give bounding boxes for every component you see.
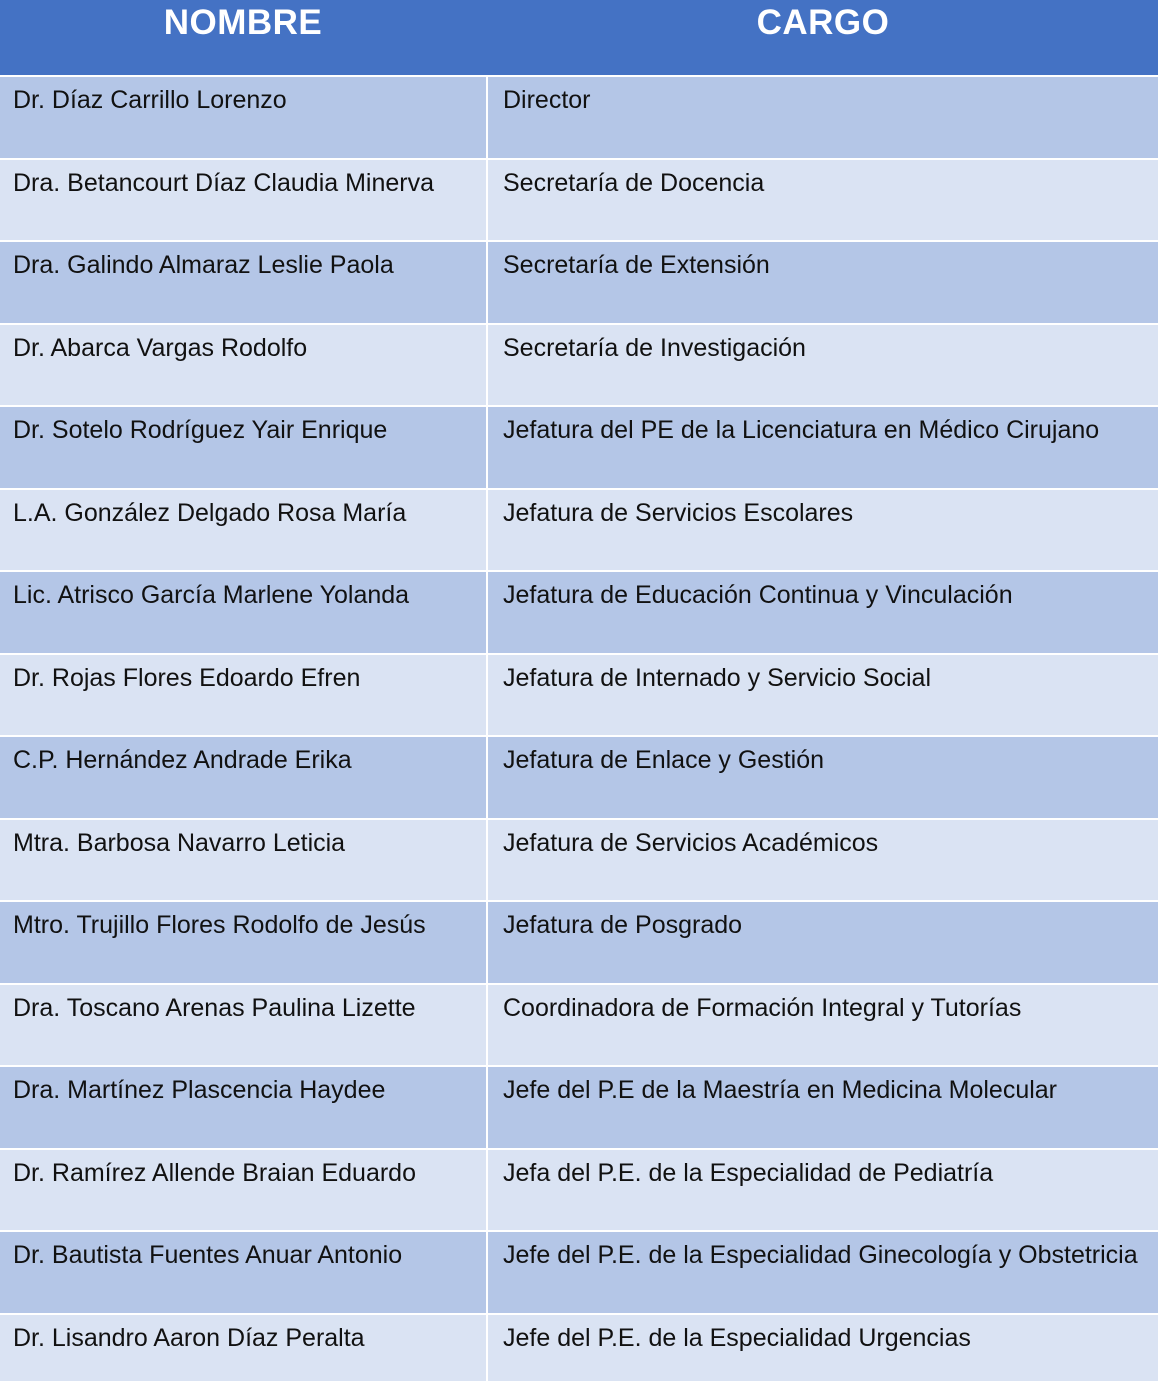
- cell-nombre: Mtro. Trujillo Flores Rodolfo de Jesús: [0, 902, 486, 983]
- cell-cargo: Jefatura de Internado y Servicio Social: [488, 655, 1158, 736]
- cell-cargo: Jefatura de Enlace y Gestión: [488, 737, 1158, 818]
- cell-nombre: Dr. Abarca Vargas Rodolfo: [0, 325, 486, 406]
- cell-nombre: Dr. Ramírez Allende Braian Eduardo: [0, 1150, 486, 1231]
- cell-nombre: Dra. Toscano Arenas Paulina Lizette: [0, 985, 486, 1066]
- table-header: [0, 0, 1158, 75]
- table-row: [0, 1067, 1158, 1148]
- table-row: [0, 655, 1158, 736]
- table-row: [0, 572, 1158, 653]
- cell-nombre: Dra. Martínez Plascencia Haydee: [0, 1067, 486, 1148]
- cell-cargo: Secretaría de Investigación: [488, 325, 1158, 406]
- cell-cargo: Jefa del P.E. de la Especialidad de Pediatría: [488, 1150, 1158, 1231]
- cell-nombre: Dr. Díaz Carrillo Lorenzo: [0, 77, 486, 158]
- cell-cargo: Jefatura de Educación Continua y Vinculación: [488, 572, 1158, 653]
- table-row: [0, 490, 1158, 571]
- table-row: [0, 325, 1158, 406]
- table-row: [0, 1150, 1158, 1231]
- cell-nombre: Mtra. Barbosa Navarro Leticia: [0, 820, 486, 901]
- cell-nombre: Dr. Bautista Fuentes Anuar Antonio: [0, 1232, 486, 1313]
- cell-cargo: Jefatura de Servicios Académicos: [488, 820, 1158, 901]
- cell-nombre: L.A. González Delgado Rosa María: [0, 490, 486, 571]
- table-body: [0, 77, 1158, 1381]
- cell-nombre: Dr. Sotelo Rodríguez Yair Enrique: [0, 407, 486, 488]
- cell-cargo: Jefatura de Posgrado: [488, 902, 1158, 983]
- cell-cargo: Jefe del P.E. de la Especialidad Ginecología y Obstetricia: [488, 1232, 1158, 1313]
- cell-cargo: Director: [488, 77, 1158, 158]
- cell-cargo: Coordinadora de Formación Integral y Tutorías: [488, 985, 1158, 1066]
- table-row: [0, 1232, 1158, 1313]
- table-row: [0, 985, 1158, 1066]
- cell-nombre: Dra. Betancourt Díaz Claudia Minerva: [0, 160, 486, 241]
- table-row: [0, 1315, 1158, 1381]
- table-row: [0, 242, 1158, 323]
- cell-nombre: Dr. Rojas Flores Edoardo Efren: [0, 655, 486, 736]
- column-header-cargo: CARGO: [756, 3, 890, 42]
- cell-cargo: Secretaría de Extensión: [488, 242, 1158, 323]
- table-row: [0, 737, 1158, 818]
- cell-cargo: Jefe del P.E. de la Especialidad Urgencias: [488, 1315, 1158, 1381]
- table-row: [0, 77, 1158, 158]
- cell-cargo: Jefatura del PE de la Licenciatura en Médico Cirujano: [488, 407, 1158, 488]
- table-row: [0, 820, 1158, 901]
- cell-nombre: C.P. Hernández Andrade Erika: [0, 737, 486, 818]
- table-row: [0, 407, 1158, 488]
- table-row: [0, 160, 1158, 241]
- cell-nombre: Dra. Galindo Almaraz Leslie Paola: [0, 242, 486, 323]
- column-header-nombre: NOMBRE: [163, 3, 323, 42]
- cell-cargo: Jefe del P.E de la Maestría en Medicina Molecular: [488, 1067, 1158, 1148]
- cell-nombre: Lic. Atrisco García Marlene Yolanda: [0, 572, 486, 653]
- table-row: [0, 902, 1158, 983]
- cell-cargo: Secretaría de Docencia: [488, 160, 1158, 241]
- cell-cargo: Jefatura de Servicios Escolares: [488, 490, 1158, 571]
- cell-nombre: Dr. Lisandro Aaron Díaz Peralta: [0, 1315, 486, 1381]
